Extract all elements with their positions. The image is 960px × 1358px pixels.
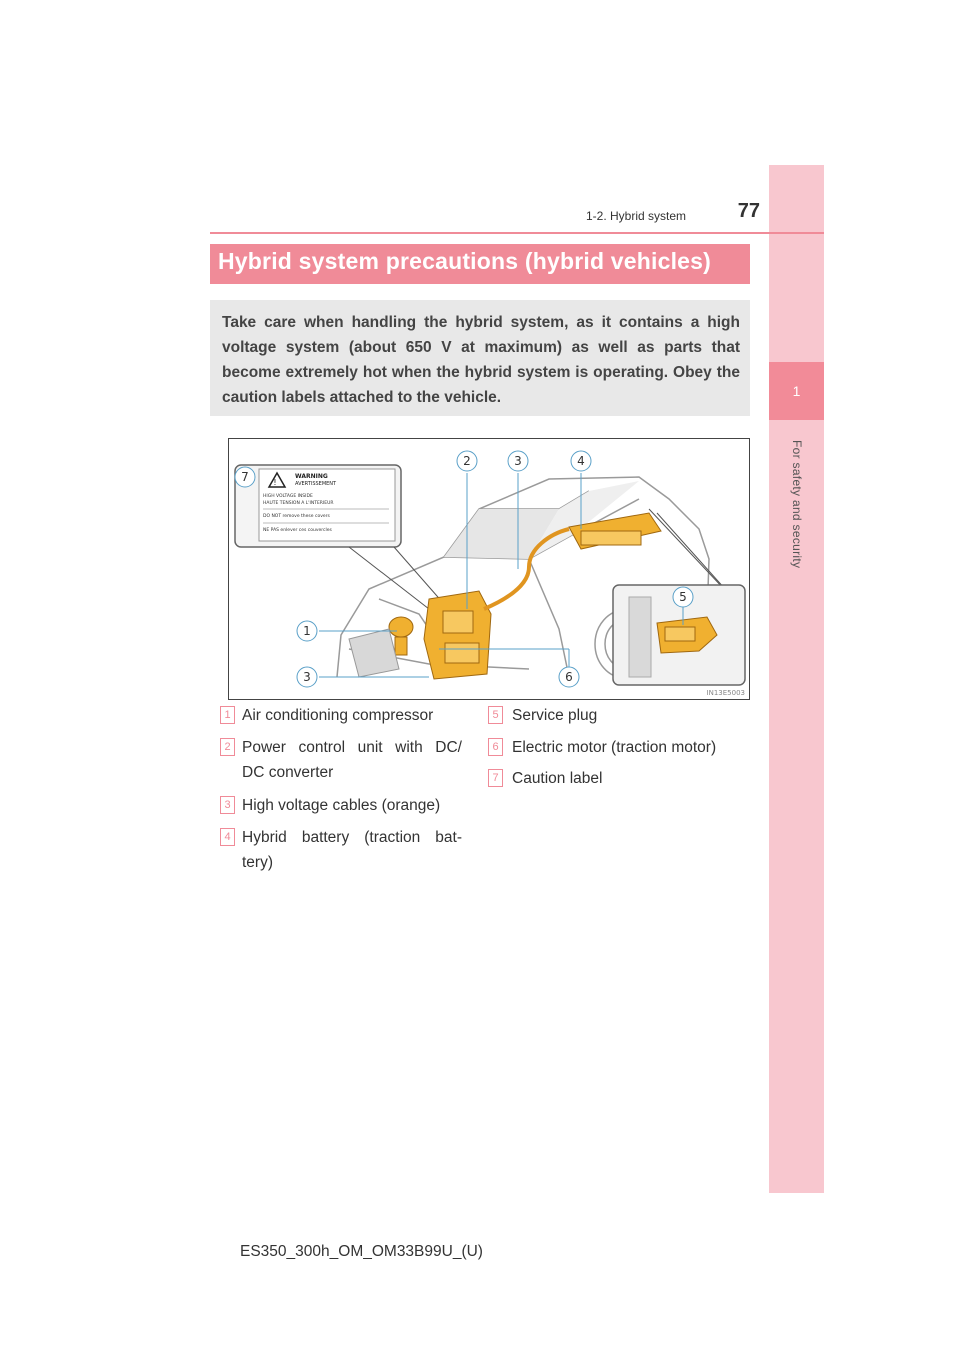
svg-text:DO NOT remove these covers: DO NOT remove these covers <box>263 514 330 519</box>
callout-5 <box>673 587 693 607</box>
svg-text:AVERTISSEMENT: AVERTISSEMENT <box>295 481 337 487</box>
callout-3-bottom <box>297 667 317 687</box>
callout-3-top <box>508 451 528 471</box>
label-warning-text: WARNING <box>295 473 328 480</box>
legend-text-2-line2: DC converter <box>242 764 334 781</box>
page-number: 77 <box>737 200 760 222</box>
callout-2 <box>457 451 477 471</box>
svg-text:HIGH VOLTAGE INSIDE: HIGH VOLTAGE INSIDE <box>263 494 313 499</box>
page-title: Hybrid system precautions (hybrid vehicles) <box>218 248 712 274</box>
legend-text-6: Electric motor (traction motor) <box>512 739 717 756</box>
legend-num-4: 4 <box>220 828 235 846</box>
callout-6 <box>559 667 579 687</box>
legend-num-1: 1 <box>220 706 235 724</box>
intro-text: Take care when handling the hybrid system, as it contains a high voltage system (about 650 V at maximum) as well as parts that become extremely hot when the hybrid system is operating. Obey the caution labels attached to the vehicle. <box>222 314 740 406</box>
svg-text:5: 5 <box>679 590 687 604</box>
callout-4 <box>571 451 591 471</box>
chapter-label: For safety and security <box>790 440 804 569</box>
legend-num-3: 3 <box>220 796 235 814</box>
grille <box>349 629 399 677</box>
legend-text-2-line1: Power control unit with DC/ <box>242 739 462 756</box>
svg-text:NE PAS enlever ces couvercles: NE PAS enlever ces couvercles <box>263 528 332 533</box>
svg-text:HAUTE TENSION A L'INTERIEUR: HAUTE TENSION A L'INTERIEUR <box>263 501 334 506</box>
power-control-unit <box>424 591 491 679</box>
hybrid-system-illustration <box>229 439 750 700</box>
svg-text:!: ! <box>273 478 277 487</box>
document-code-footer: ES350_300h_OM_OM33B99U_(U) <box>240 1243 483 1260</box>
legend-text-5: Service plug <box>512 707 598 724</box>
legend-text-4-line2: tery) <box>242 854 273 871</box>
section-title: 1-2. Hybrid system <box>585 209 686 223</box>
svg-text:3: 3 <box>514 454 522 468</box>
callout-1 <box>297 621 317 641</box>
legend-text-7: Caution label <box>512 770 603 787</box>
svg-text:4: 4 <box>577 454 585 468</box>
svg-text:1: 1 <box>303 624 311 638</box>
legend-text-4-line1: Hybrid battery (traction bat- <box>242 829 462 846</box>
header-rule <box>210 232 824 234</box>
legend-text-3: High voltage cables (orange) <box>242 797 441 814</box>
svg-text:3: 3 <box>303 670 311 684</box>
svg-text:6: 6 <box>565 670 573 684</box>
legend-text-1: Air conditioning compressor <box>242 707 434 724</box>
chapter-side-tab <box>769 165 824 1193</box>
image-code: IN13E5003 <box>706 689 745 697</box>
svg-text:2: 2 <box>463 454 471 468</box>
legend-num-2: 2 <box>220 738 235 756</box>
legend-num-5: 5 <box>488 706 503 724</box>
caution-label-box <box>235 465 401 547</box>
hybrid-system-figure <box>228 438 750 700</box>
svg-text:7: 7 <box>241 470 249 484</box>
callout-7 <box>235 467 255 487</box>
chapter-number: 1 <box>792 383 801 399</box>
legend-num-6: 6 <box>488 738 503 756</box>
legend-num-7: 7 <box>488 769 503 787</box>
